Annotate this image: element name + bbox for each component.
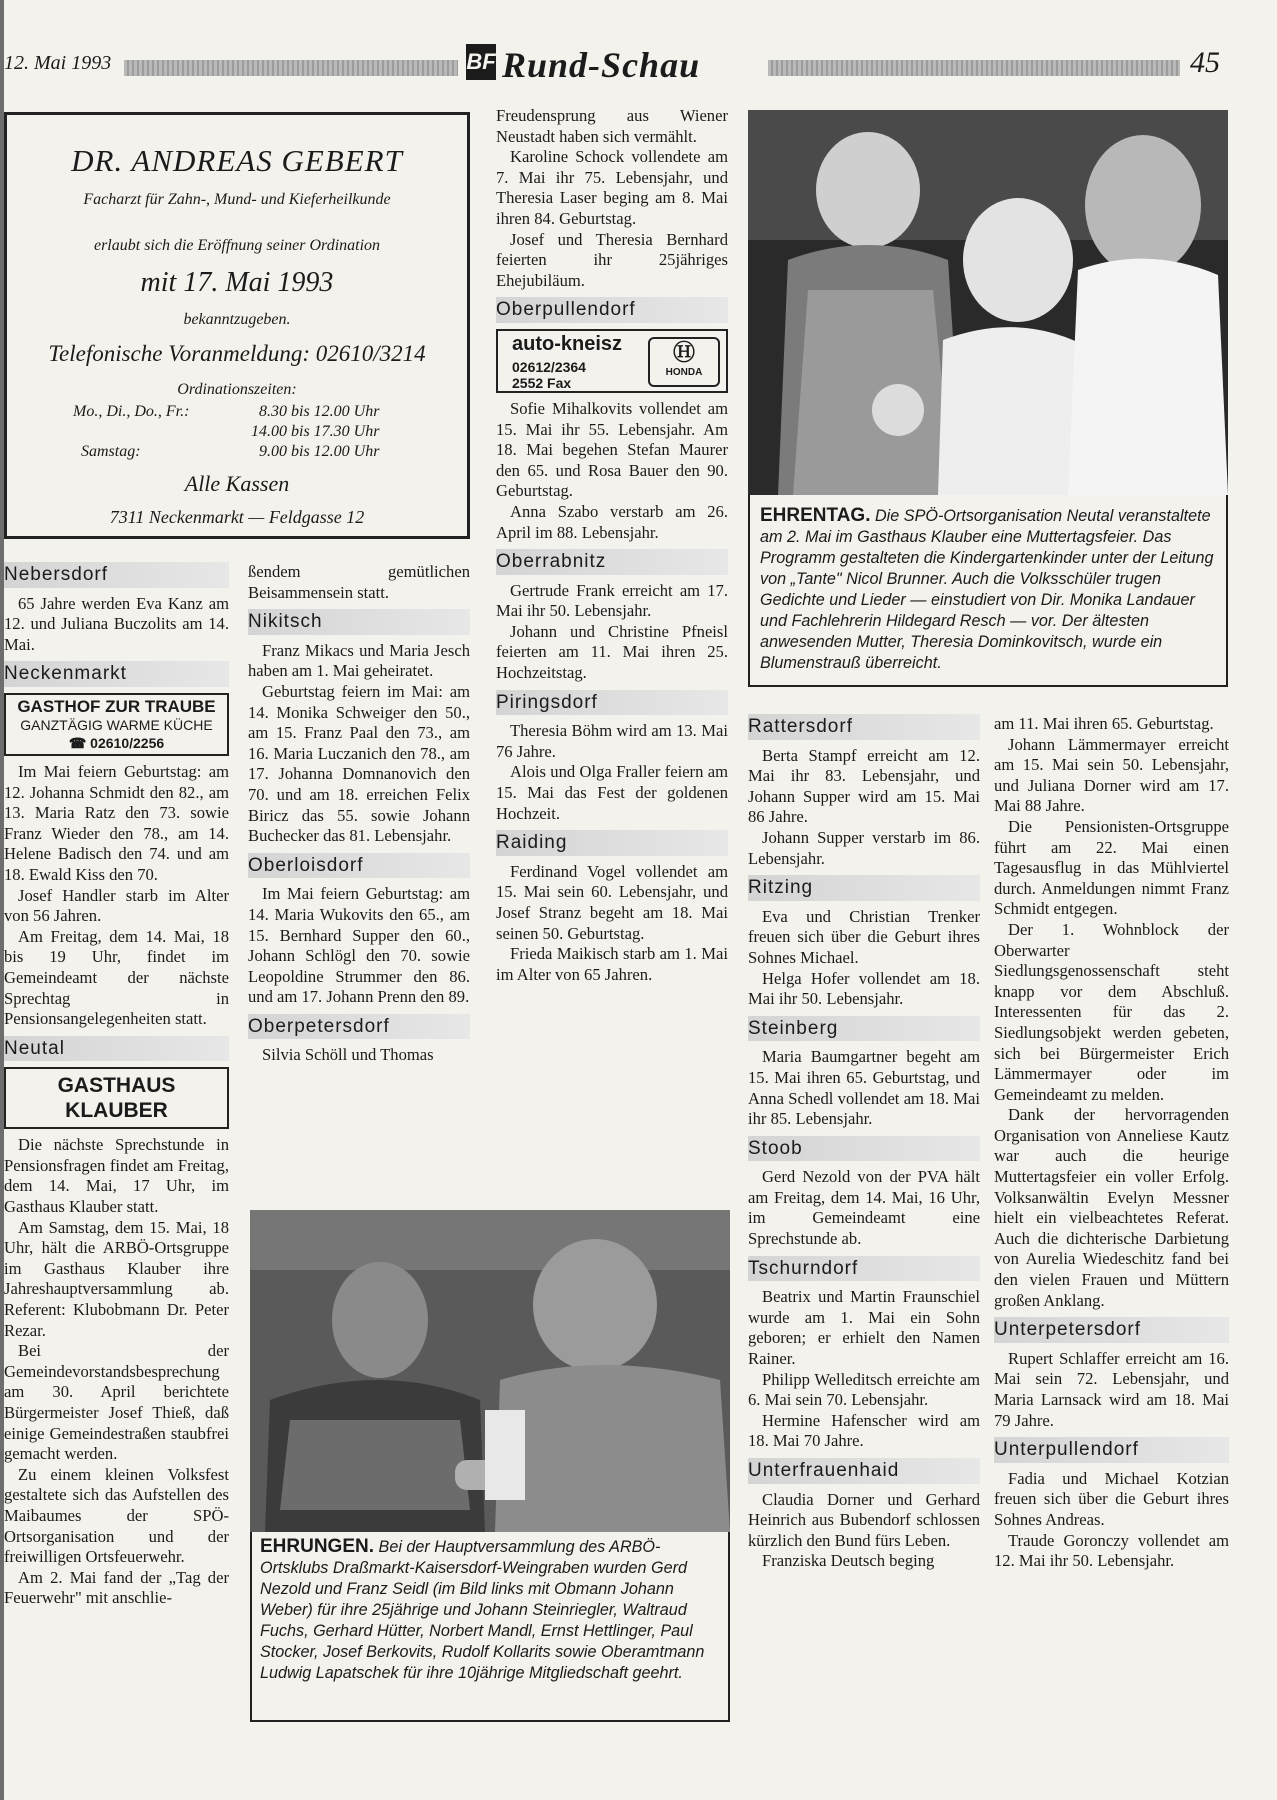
- column-4: [748, 714, 980, 1572]
- paragraph: Fadia und Michael Kotzian freuen sich über die Geburt ihres Sohnes Andreas.: [994, 1468, 1229, 1529]
- page-number: 45: [1190, 46, 1220, 79]
- caption-head: EHRENTAG.: [760, 505, 871, 526]
- photo-ehrungen-caption: [260, 1536, 722, 1684]
- ad-auto-phone: 02612/2364: [512, 358, 586, 375]
- heading-nebersdorf: Nebersdorf: [4, 562, 229, 588]
- paragraph: Am Freitag, dem 14. Mai, 18 bis 19 Uhr, findet im Gemeindeamt der nächste Sprechtag in Pensionsangelegenheiten statt.: [4, 926, 229, 1029]
- ad-traube-phone: ☎ 02610/2256: [68, 734, 165, 751]
- ad-time3: 9.00 bis 12.00 Uhr: [259, 443, 380, 460]
- paragraph: ßendem gemütlichen Beisammensein statt.: [248, 562, 470, 602]
- scan-edge: [0, 0, 4, 1800]
- heading-oberpetersdorf: Oberpetersdorf: [248, 1014, 470, 1040]
- photo-ehrentag-image: [748, 110, 1228, 495]
- ad-gasthaus-klauber: [4, 1067, 229, 1129]
- heading-neutal: Neutal: [4, 1036, 229, 1062]
- ad-time1: 8.30 bis 12.00 Uhr: [259, 403, 380, 420]
- photo-ehrentag-caption: [760, 505, 1218, 674]
- heading-oberloisdorf: Oberloisdorf: [248, 853, 470, 879]
- ad-traube-name: GASTHOF ZUR TRAUBE: [17, 696, 216, 716]
- paragraph: Theresia Böhm wird am 13. Mai 76 Jahre.: [496, 721, 728, 761]
- ad-days-weekday: Mo., Di., Do., Fr.:: [73, 403, 190, 420]
- header-rule-left: [124, 60, 458, 76]
- paragraph: Zu einem kleinen Volksfest gestaltete sich das Aufstellen des Maibaumes der SPÖ-Ortsorganisation und der freiwilligen Ortsfeuerwehr.: [4, 1464, 229, 1567]
- ad-address: 7311 Neckenmarkt — Feldgasse 12: [109, 507, 365, 527]
- heading-raiding: Raiding: [496, 830, 728, 856]
- photo-ehrentag: [748, 110, 1228, 495]
- paragraph: Bei der Gemeindevorstandsbesprechung am 30. April berichtete Bürgermeister Josef Thieß, daß einige Gemeindestraßen staubfrei gemacht werden.: [4, 1341, 229, 1464]
- ad-phone: Telefonische Voranmeldung: 02610/3214: [48, 341, 426, 366]
- paragraph: Gertrude Frank erreicht am 17. Mai ihr 50. Lebensjahr.: [496, 580, 728, 621]
- column-3: [496, 106, 728, 985]
- paragraph: Beatrix und Martin Fraunschiel wurde am 1. Mai ein Sohn geboren; er erhielt den Namen Rainer.: [748, 1287, 980, 1369]
- ad-klauber-line2: KLAUBER: [65, 1099, 168, 1123]
- ad-line2: bekanntzugeben.: [183, 311, 291, 328]
- paragraph: Geburtstag feiern im Mai: am 14. Monika Schweiger den 50., am 15. Franz Paal den 73., am 16. Maria Luczanich den 78., am 17. Johanna Domnanovich den 70. und am 18. erreichen Felix Biricz das 55. sowie Johann Buchecker das 81. Lebensjahr.: [248, 681, 470, 846]
- section-title: Rund-Schau: [502, 45, 701, 85]
- honda-h-icon: Ⓗ: [672, 339, 695, 365]
- heading-stoob: Stoob: [748, 1136, 980, 1162]
- paragraph: Im Mai feiern Geburtstag: am 12. Johanna Schmidt den 82., am 13. Maria Ratz den 73. sowie Franz Wieder den 78., am 14. Helene Badisch den 74. und am 18. Ewald Kiss den 70.: [4, 761, 229, 884]
- heading-rattersdorf: Rattersdorf: [748, 714, 980, 740]
- ad-days-saturday: Samstag:: [81, 443, 141, 460]
- heading-oberpullendorf: Oberpullendorf: [496, 297, 728, 323]
- ad-auto-fax: 2552 Fax: [512, 374, 572, 391]
- ad-line1: erlaubt sich die Eröffnung seiner Ordination: [93, 237, 381, 254]
- paragraph: Am Samstag, dem 15. Mai, 18 Uhr, hält die ARBÖ-Ortsgruppe im Gasthaus Klauber ihre Jahreshauptversammlung ab. Referent: Klubobmann Dr. Peter Rezar.: [4, 1217, 229, 1340]
- ad-auto-kneisz: [496, 329, 728, 393]
- paragraph: Rupert Schlaffer erreicht am 16. Mai sein 72. Lebensjahr, und Maria Larnsack wird am 18. Mai 79 Jahre.: [994, 1348, 1229, 1430]
- ad-gasthof-traube: [4, 693, 229, 756]
- paragraph: 65 Jahre werden Eva Kanz am 12. und Juliana Buczolits am 14. Mai.: [4, 593, 229, 654]
- honda-logo: [648, 337, 720, 387]
- paragraph: Alois und Olga Fraller feiern am 15. Mai das Fest der goldenen Hochzeit.: [496, 762, 728, 823]
- paragraph: Franz Mikacs und Maria Jesch haben am 1. Mai geheiratet.: [248, 640, 470, 681]
- paragraph: Hermine Hafenscher wird am 18. Mai 70 Jahre.: [748, 1410, 980, 1451]
- photo-ehrungen-image: [250, 1210, 730, 1532]
- paragraph: Johann und Christine Pfneisl feierten am 11. Mai ihren 25. Hochzeitstag.: [496, 621, 728, 683]
- ad-date: mit 17. Mai 1993: [140, 267, 334, 298]
- column-5: [994, 714, 1229, 1572]
- paragraph: Traude Goronczy vollendet am 12. Mai ihr 50. Lebensjahr.: [994, 1530, 1229, 1571]
- ad-name: DR. ANDREAS GEBERT: [71, 143, 403, 178]
- paragraph: Eva und Christian Trenker freuen sich über die Geburt ihres Sohnes Michael.: [748, 906, 980, 967]
- paragraph: Dank der hervorragenden Organisation von Anneliese Kautz war auch die heurige Muttertagsfeier ein voller Erfolg. Volksanwältin Evelyn Messner hielt ein vielbeachtetes Referat. Auch die dichterische Darbietung von Aurelia Wiedeschitz fand bei den vielen Frauen und Müttern großen Anklang.: [994, 1105, 1229, 1310]
- heading-nikitsch: Nikitsch: [248, 609, 470, 635]
- paragraph: am 11. Mai ihren 65. Geburtstag.: [994, 714, 1214, 733]
- paragraph: Die Pensionisten-Ortsgruppe führt am 22. Mai einen Tagesausflug in das Mühlviertel durch. Anmeldungen nimmt Franz Schmidt entgegen.: [994, 816, 1229, 919]
- column-2: [248, 562, 470, 1066]
- paragraph: Am 2. Mai fand der „Tag der Feuerwehr" mit anschlie-: [4, 1567, 229, 1608]
- heading-piringsdorf: Piringsdorf: [496, 690, 728, 716]
- paragraph: Karoline Schock vollendete am 7. Mai ihr 75. Lebensjahr, und Theresia Laser beging am 8. Mai ihren 84. Geburtstag.: [496, 147, 728, 228]
- paragraph: Josef Handler starb im Alter von 56 Jahren.: [4, 885, 229, 926]
- paragraph: Ferdinand Vogel vollendet am 15. Mai sein 60. Lebensjahr, und Josef Stranz begeht am 18. Mai seinen 50. Geburtstag.: [496, 861, 728, 943]
- ad-auto-name: auto-kneisz: [512, 332, 623, 355]
- photo-ehrungen: [250, 1210, 730, 1532]
- caption-text: Bei der Hauptversammlung des ARBÖ-Ortsklubs Draßmarkt-Kaisersdorf-Weingraben wurden Gerd Nezold und Franz Seidl (im Bild links mit Obmann Johann Weber) für ihre 25jährige und Johann Steinriegler, Waltraud Fuchs, Gerhard Hütter, Norbert Mandl, Ernst Hettlinger, Paul Stocker, Josef Berkovits, Rudolf Kollarits sowie Oberamtmann Ludwig Lapatschek für ihre 10jährige Mitgliedschaft geehrt.: [260, 1538, 705, 1682]
- header-rule-right: [768, 60, 1180, 76]
- paragraph: Johann Supper verstarb im 86. Lebensjahr.: [748, 827, 980, 868]
- heading-tschurndorf: Tschurndorf: [748, 1256, 980, 1282]
- bf-logo: BF: [466, 44, 496, 80]
- paragraph: Josef und Theresia Bernhard feierten ihr 25jähriges Ehejubiläum.: [496, 229, 728, 290]
- paragraph: Philipp Welleditsch erreichte am 6. Mai sein 70. Lebensjahr.: [748, 1369, 980, 1410]
- paragraph: Claudia Dorner und Gerhard Heinrich aus Bubendorf schlossen kürzlich den Bund fürs Leben.: [748, 1489, 980, 1550]
- heading-oberrabnitz: Oberrabnitz: [496, 549, 728, 575]
- paragraph: Der 1. Wohnblock der Oberwarter Siedlungsgenossenschaft steht knapp vor dem Abschluß. Interessenten für das 2. Siedlungsobjekt werden gebeten, sich bei Bürgermeister Erich Lämmermayer oder im Gemeindeamt zu melden.: [994, 919, 1229, 1104]
- caption-text: Die SPÖ-Ortsorganisation Neutal veranstaltete am 2. Mai im Gasthaus Klauber eine Muttertagsfeier. Das Programm gestalteten die Kindergartenkinder unter der Leitung von „Tante" Nicol Brunner. Auch die Volksschüler trugen Gedichte und Lieder — einstudiert von Dir. Monika Landauer und Fachlehrerin Hildegard Resch — vor. Der ältesten anwesenden Mutter, Theresia Dominkovitsch, wurde ein Blumenstrauß überreicht.: [760, 507, 1214, 672]
- paragraph: Im Mai feiern Geburtstag: am 14. Maria Wukovits den 65., am 15. Bernhard Supper den 60., Johann Schlögl den 70. sowie Leopoldine Strummer den 86. und am 17. Johann Prenn den 89.: [248, 884, 470, 1007]
- paragraph: Freudensprung aus Wiener Neustadt haben sich vermählt.: [496, 106, 728, 146]
- ad-traube-kitchen: GANZTÄGIG WARME KÜCHE: [20, 716, 213, 733]
- paragraph: Frieda Maikisch starb am 1. Mai im Alter von 65 Jahren.: [496, 944, 728, 984]
- paragraph: Anna Szabo verstarb am 26. April im 88. Lebensjahr.: [496, 501, 728, 542]
- paragraph: Die nächste Sprechstunde in Pensionsfragen findet am Freitag, dem 14. Mai, 17 Uhr, im Gasthaus Klauber statt.: [4, 1135, 229, 1217]
- paragraph: Johann Lämmermayer erreicht am 15. Mai sein 50. Lebensjahr, und Juliana Dorner wird am 17. Mai 88 Jahre.: [994, 734, 1229, 816]
- heading-unterpullendorf: Unterpullendorf: [994, 1437, 1229, 1463]
- ad-dr-gebert: [4, 112, 470, 539]
- issue-date: 12. Mai 1993: [4, 52, 112, 74]
- paragraph: Maria Baumgartner begeht am 15. Mai ihren 65. Geburtstag, und Anna Schedl vollendet am 18. Mai ihr 85. Lebensjahr.: [748, 1047, 980, 1129]
- ad-time2: 14.00 bis 17.30 Uhr: [251, 423, 380, 440]
- heading-unterfrauenhaid: Unterfrauenhaid: [748, 1458, 980, 1484]
- column-1: [4, 562, 229, 1609]
- caption-head: EHRUNGEN.: [260, 1536, 375, 1557]
- heading-neckenmarkt: Neckenmarkt: [4, 661, 229, 687]
- heading-ritzing: Ritzing: [748, 875, 980, 901]
- ad-klauber-line1: GASTHAUS: [57, 1074, 176, 1098]
- honda-brand: HONDA: [665, 366, 703, 378]
- paragraph: Silvia Schöll und Thomas: [262, 1045, 434, 1065]
- heading-unterpetersdorf: Unterpetersdorf: [994, 1317, 1229, 1343]
- paragraph: Berta Stampf erreicht am 12. Mai ihr 83. Lebensjahr, und Johann Supper wird am 15. Mai 86 Jahre.: [748, 745, 980, 827]
- paragraph: Gerd Nezold von der PVA hält am Freitag, dem 14. Mai, 16 Uhr, im Gemeindeamt eine Sprechstunde ab.: [748, 1167, 980, 1249]
- heading-steinberg: Steinberg: [748, 1016, 980, 1042]
- paragraph: Franziska Deutsch beging: [762, 1551, 935, 1571]
- ad-specialty: Facharzt für Zahn-, Mund- und Kieferheilkunde: [83, 191, 391, 208]
- paragraph: Helga Hofer vollendet am 18. Mai ihr 50. Lebensjahr.: [748, 968, 980, 1009]
- ad-kassen: Alle Kassen: [184, 471, 290, 496]
- ad-hours-title: Ordinationszeiten:: [177, 381, 297, 398]
- paragraph: Sofie Mihalkovits vollendet am 15. Mai ihr 55. Lebensjahr. Am 18. Mai begehen Stefan Maurer den 65. und Rosa Bauer den 90. Geburtstag.: [496, 398, 728, 501]
